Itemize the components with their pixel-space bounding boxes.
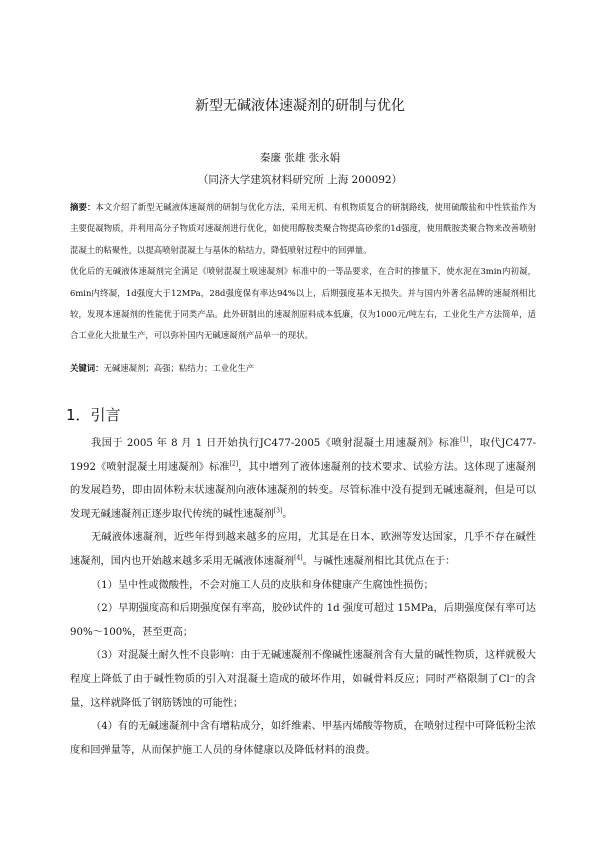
- body-paragraph-1: [70, 432, 536, 526]
- p1-text-a: 我国于 2005 年 8 月 1 日开始执行JC477-2005《喷射混凝土用速凝剂》标准: [91, 438, 461, 449]
- section-body: [70, 432, 536, 762]
- author-list: 秦廉 张雄 张永娟: [259, 152, 341, 164]
- keywords-text: 无碱速凝剂；高强；粘结力；工业化生产: [103, 363, 255, 373]
- list-item: （2）早期强度高和后期强度保有率高，胶砂试件的 1d 强度可超过 15MPa，后期强度保有率可达 90%～100%，甚至更高；: [70, 603, 536, 638]
- p1-text-c: ，其中增列了液体速凝剂的技术要求、试验方法。这体现了速凝剂的发展趋势，即由固体粉末状速凝剂向液体速凝剂的转变。尽管标准中没有提到无碱速凝剂，但是可以发现无碱速凝剂正逐步取代传统的碱性速凝剂: [70, 461, 536, 520]
- abstract-block: [70, 197, 536, 347]
- abstract-text-1: 本文介绍了新型无碱液体速凝剂的研制与优化方法，采用无机、有机物质复合的研制路线，使用硫酸盐和中性铁盐作为主要促凝物质，并利用高分子物质对速凝剂进行优化，如使用醇胺类聚合物提高砂浆的1d强度，使用酰胺类聚合物来改善喷射混凝土的粘聚性，以提高喷射混凝土与基体的粘结力，降低喷射过程中的回弹量。: [70, 202, 537, 255]
- abstract-paragraph-1: [70, 197, 536, 261]
- section-heading: 1．引言: [66, 406, 121, 424]
- keywords-label: 关键词：: [70, 363, 104, 373]
- abstract-paragraph-2: 优化后的无碱液体速凝剂完全满足《喷射混凝土唳速凝剂》标准中的一等品要求，在合时的掺量下，使水泥在3min内初凝，6min内终凝，1d强度大于12MPa，28d强度保有率达94%以上，后期强度基本无损失。并与国内外著名品牌的速凝剂相比较，发现本速凝剂的性能优于同类产品。此外研制出的速凝剂原料成本低廉，仅为1000元/吨左右，工业化生产方法简单，适合工业化大批量生产，可以弥补国内无碱速凝剂产品单一的现状。: [70, 266, 536, 341]
- list-item: （1）呈中性或微酸性，不会对施工人员的皮肤和身体健康产生腐蚀性损伤；: [91, 579, 434, 591]
- body-paragraph-2: [70, 526, 536, 573]
- keywords-line: [70, 362, 536, 374]
- citation-4[interactable]: [4]: [294, 554, 303, 562]
- list-item: （3）对混凝土耐久性不良影响：由于无碱速凝剂不像碱性速凝剂含有大量的碱性物质，这样就极大程度上降低了由于碱性物质的引入对混凝土造成的破坏作用，如碱骨料反应；同时严格限制了Cl⁻的含量，这样就降低了钢筋锈蚀的可能性；: [70, 650, 536, 709]
- citation-1[interactable]: [1]: [460, 436, 469, 444]
- p1-text-d: 。: [282, 508, 293, 520]
- paper-title: 新型无碱液体速凝剂的研制与优化: [195, 98, 405, 114]
- abstract-label: 摘要：: [70, 202, 96, 212]
- citation-3[interactable]: [3]: [273, 507, 283, 515]
- p2-text-a: 无碱液体速凝剂，近些年得到越来越多的应用，尤其是在日本、欧洲等发达国家，几乎不存在碱性速凝剂，国内也开始越来越多采用无碱液体速凝剂: [70, 532, 536, 567]
- list-item: （4）有的无碱速凝剂中含有增粘成分，如纤维素、甲基丙烯酸等物质，在喷射过程中可降低粉尘浓度和回弹量等，从而保护施工人员的身体健康以及降低材料的浪费。: [70, 721, 536, 756]
- affiliation: （同济大学建筑材料研究所 上海 200092）: [197, 174, 403, 186]
- p2-text-b: 。与碱性速凝剂相比其优点在于：: [302, 555, 456, 567]
- p1-text-b: ，取代JC477-1992《喷射混凝土用速凝剂》标准: [70, 438, 537, 473]
- citation-2[interactable]: [2]: [229, 460, 239, 468]
